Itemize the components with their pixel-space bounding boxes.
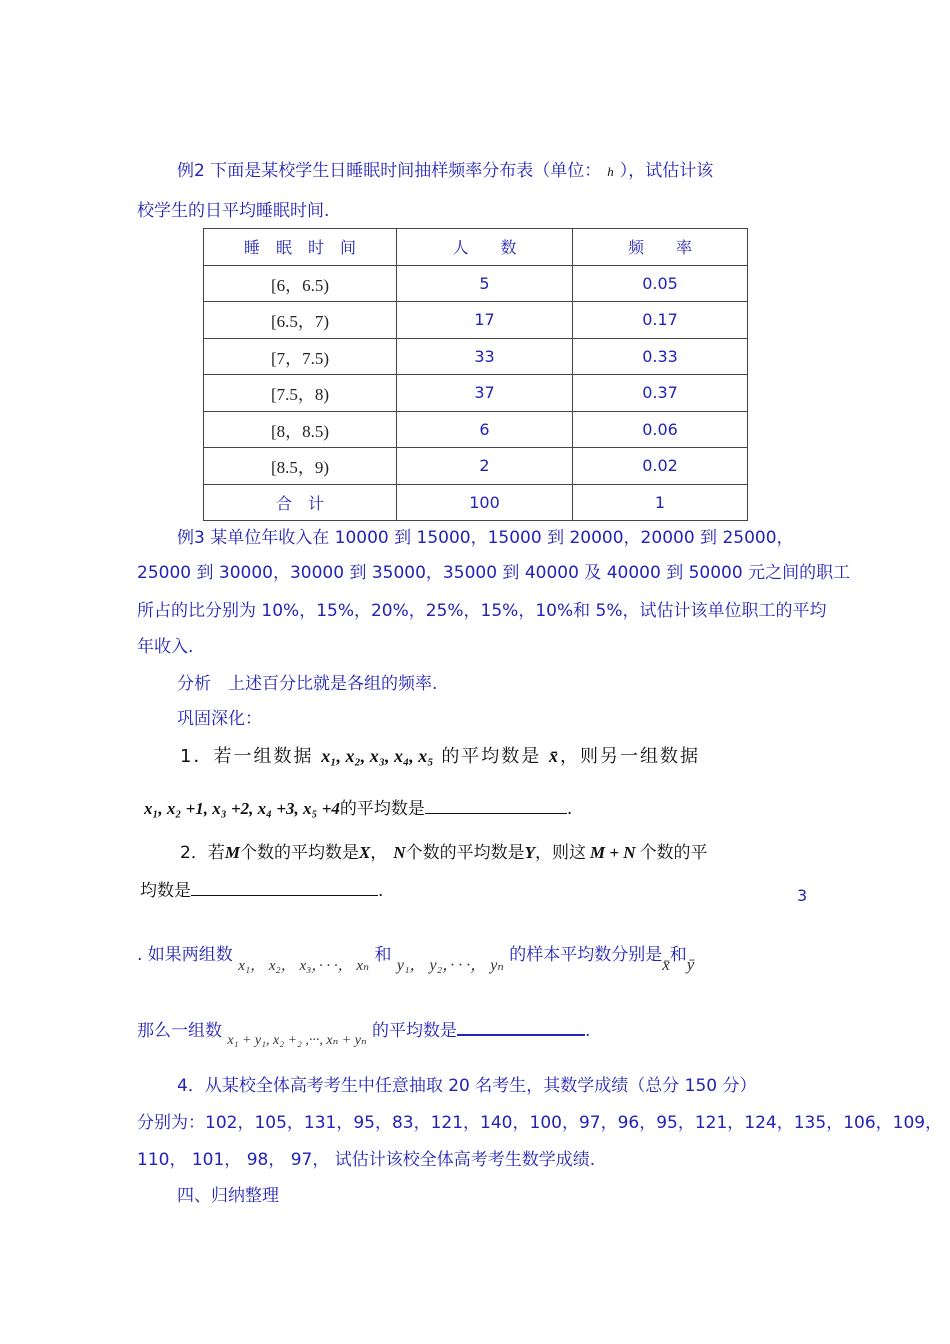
total-count-cell: 100 <box>397 484 573 521</box>
q4-line1: 4．从某校全体高考考生中任意抽取 20 名考生，其数学成绩（总分 150 分） <box>177 1076 757 1096</box>
q3-xs: x₁， x₂， x₃，· · ·， xₙ <box>238 958 370 974</box>
total-freq-cell: 1 <box>573 484 748 521</box>
interval-cell: [6.5，7) <box>204 302 397 339</box>
table-row <box>204 411 748 448</box>
total-label-cell: 合 计 <box>204 484 397 521</box>
table-header <box>204 229 748 266</box>
table-total-row <box>204 484 748 521</box>
interval-cell: [7.5，8) <box>204 375 397 412</box>
table-row <box>204 338 748 375</box>
q4-line3: 110， 101， 98， 97， 试估计该校全体高考考生数学成绩. <box>137 1150 596 1170</box>
unit-h: h <box>607 164 614 179</box>
example3-line2: 25000 到 30000，30000 到 35000，35000 到 40000 及 40000 到 50000 元之间的职工 <box>137 563 851 583</box>
count-cell: 6 <box>397 411 573 448</box>
count-cell: 17 <box>397 302 573 339</box>
interval-cell: [8，8.5) <box>204 411 397 448</box>
count-cell: 33 <box>397 338 573 375</box>
q3-number: 3 <box>797 886 808 905</box>
section4-heading: 四、归纳整理 <box>177 1186 279 1206</box>
count-cell: 5 <box>397 265 573 302</box>
q1-data1: x₁, x₂, x₃, x₄, x₅ <box>321 746 434 766</box>
frequency-table <box>203 228 748 521</box>
header-sleep-time: 睡 眠 时 间 <box>204 229 397 266</box>
freq-cell: 0.37 <box>573 375 748 412</box>
table-row <box>204 265 748 302</box>
interval-cell: [6，6.5) <box>204 265 397 302</box>
header-count: 人 数 <box>397 229 573 266</box>
analysis-text: 分析 上述百分比就是各组的频率. <box>177 674 438 694</box>
interval-cell: [8.5，9) <box>204 448 397 485</box>
consolidate-heading: 巩固深化： <box>177 709 262 729</box>
q1-line2: x₁, x₂ +1, x₃ +2, x₄ +3, x₅ +4的平均数是 . <box>144 799 573 819</box>
q1-answer-blank[interactable] <box>425 797 567 814</box>
header-frequency: 频 率 <box>573 229 748 266</box>
q2-line2: 均数是 . <box>140 881 384 901</box>
table-row <box>204 375 748 412</box>
q1-line1: 1．若一组数据 x₁, x₂, x₃, x₄, x₅ 的平均数是 x̄，则另一组数据 <box>180 746 701 767</box>
interval-cell: [7，7.5) <box>204 338 397 375</box>
example2-line1: 例2 下面是某校学生日睡眠时间抽样频率分布表（单位： h ），试估计该 <box>177 161 714 181</box>
q3-ys: y₁， y₂，· · ·， yₙ <box>396 957 504 974</box>
q3-answer-blank[interactable] <box>457 1018 585 1036</box>
example3-line1: 例3 某单位年收入在 10000 到 15000，15000 到 20000，20000 到 25000， <box>177 528 794 548</box>
freq-cell: 0.05 <box>573 265 748 302</box>
example3-line4: 年收入. <box>137 637 194 657</box>
example3-line3: 所占的比分别为 10%，15%，20%，25%，15%，10%和 5%，试估计该单位职工的平均 <box>137 601 827 621</box>
freq-cell: 0.17 <box>573 302 748 339</box>
q3-sums: x₁ + y₁, x₂ +₂ ,···, xₙ + yₙ <box>227 1033 367 1048</box>
freq-cell: 0.06 <box>573 411 748 448</box>
example2-line2: 校学生的日平均睡眠时间. <box>137 201 330 221</box>
q3-line2: 那么一组数 $_{x_1 + y_1, x_2 +_2 ,\cdot\cdot\cdot, x_n + y_n}$ 的平均数是 . <box>137 1016 590 1041</box>
q1-data2: x₁, x₂ +1, x₃ +2, x₄ +3, x₅ +4 <box>144 799 340 818</box>
q1-mean: x̄ <box>549 746 561 766</box>
freq-cell: 0.02 <box>573 448 748 485</box>
count-cell: 2 <box>397 448 573 485</box>
q3-line1: . 如果两组数 x₁， x₂， x₃，· · ·， xₙ 和 y₁， y₂，· · ·， yₙ 的样本平均数分别是x̄和ȳ <box>137 945 695 974</box>
table-row <box>204 302 748 339</box>
freq-cell: 0.33 <box>573 338 748 375</box>
table-row <box>204 448 748 485</box>
q2-line1: 2．若M个数的平均数是X， N个数的平均数是Y，则这 M + N 个数的平 <box>180 843 708 863</box>
q2-answer-blank[interactable] <box>191 879 378 896</box>
q4-line2: 分别为：102，105，131，95，83，121，140，100，97，96，95，121，124，135，106，109， <box>137 1113 943 1133</box>
count-cell: 37 <box>397 375 573 412</box>
